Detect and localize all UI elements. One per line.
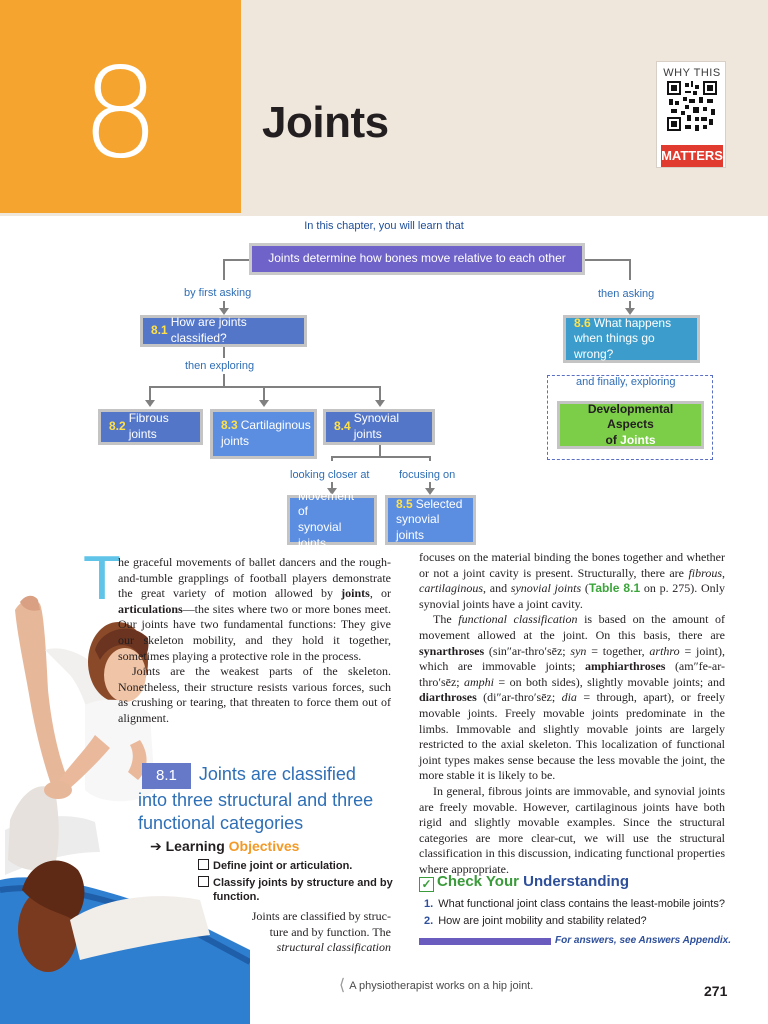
objective-text: Classify joints by structure and by xyxy=(213,877,393,889)
text-italic: arthro xyxy=(649,643,680,658)
connector-line xyxy=(223,259,225,280)
text-italic: cartilaginous xyxy=(419,581,484,596)
body-text-right xyxy=(419,550,725,877)
text-run: , and xyxy=(483,581,511,596)
node-8-2[interactable] xyxy=(98,409,203,445)
connector-label: then asking xyxy=(598,288,655,300)
photo-caption xyxy=(339,975,533,995)
text-italic: dia xyxy=(561,690,577,705)
text-italic: functional classification xyxy=(458,612,578,627)
connector-label: by first asking xyxy=(184,287,252,299)
text-run: (di″ar-thro′sēz; xyxy=(476,690,562,705)
node-label: Selected xyxy=(415,496,463,511)
arrow-down-icon xyxy=(145,400,155,407)
objective-text: Define joint or articulation. xyxy=(213,860,353,872)
node-number: 8.3 xyxy=(221,418,238,433)
question xyxy=(424,898,725,910)
section-heading xyxy=(138,763,394,836)
intro-text-left xyxy=(118,555,391,727)
connector-line xyxy=(223,374,225,386)
paragraph xyxy=(419,550,725,612)
text-bold: articulations xyxy=(118,601,183,616)
connector-line xyxy=(331,456,431,458)
learning-objective xyxy=(198,876,393,904)
checkbox-icon[interactable] xyxy=(198,876,209,887)
chevron-left-icon: ⟨ xyxy=(339,977,346,994)
section-title-line: into three structural and three xyxy=(138,789,374,810)
text-italic: amphi xyxy=(464,674,495,689)
text-italic: fibrous xyxy=(688,565,722,580)
node-label: Movement of xyxy=(298,488,355,519)
node-number: 8.6 xyxy=(574,315,591,330)
connector-line xyxy=(379,444,381,456)
chapter-title: Joints xyxy=(262,98,389,147)
connector-line xyxy=(331,456,333,461)
node-8-4[interactable] xyxy=(323,409,435,445)
chapter-number: 8 xyxy=(81,42,160,186)
arrow-down-icon xyxy=(425,488,435,495)
node-label-highlight: Joints xyxy=(620,432,656,447)
main-node-label: Joints determine how bones move relative to each other xyxy=(268,251,566,266)
node-label: of xyxy=(605,432,617,447)
node-8-1[interactable] xyxy=(140,315,307,347)
table-link[interactable]: Table 8.1 xyxy=(588,581,641,596)
text-italic: syn xyxy=(570,643,587,658)
text-bold: synarthroses xyxy=(419,643,485,658)
connector-label: focusing on xyxy=(399,469,456,481)
arrow-right-icon: ➔ xyxy=(150,838,162,854)
text-run: The xyxy=(433,612,459,627)
node-number: 8.4 xyxy=(334,419,351,434)
text-run: is based on the amount of movement allowed at the joint. On this basis, there are xyxy=(419,612,725,642)
text-run: ( xyxy=(581,581,589,596)
text-run: , xyxy=(722,565,725,580)
checkbox-icon[interactable] xyxy=(198,859,209,870)
node-label: How are joints classified? xyxy=(170,315,247,345)
check-understanding-heading xyxy=(419,873,629,892)
lo-label-2: Objectives xyxy=(228,838,300,854)
learning-objectives-label xyxy=(150,838,299,855)
node-label: Synovial joints xyxy=(353,411,400,441)
text-italic: structural classification xyxy=(276,940,391,955)
caption-text: A physiotherapist works on a hip joint. xyxy=(349,980,534,992)
text-run: = on both sides), slightly movable joints; and xyxy=(494,674,725,689)
qr-code-icon xyxy=(667,81,717,131)
arrow-down-icon xyxy=(259,400,269,407)
connector-line xyxy=(149,386,381,388)
node-label: synovial joints xyxy=(396,512,440,542)
node-number: 8.5 xyxy=(396,496,413,511)
text-run: = together, xyxy=(586,643,650,658)
connector-label: looking closer at xyxy=(290,469,370,481)
concept-map-intro: In this chapter, you will learn that xyxy=(304,220,464,232)
text-run: = through, apart), or freely movable joints. Freely movable joints predominate in the limbs. Immovable and slightly movable joints are largely restricted to the axial skeleton. This localization of functional joint types makes sense because the less movable the joint, the more stable it is likely to be. xyxy=(419,690,725,783)
text-bold: amphiarthroses xyxy=(584,659,666,674)
connector-label: and finally, exploring xyxy=(573,376,678,388)
concept-main-node xyxy=(249,243,585,275)
paragraph xyxy=(419,612,725,784)
connector-line xyxy=(263,386,265,401)
question-text: How are joint mobility and stability related? xyxy=(438,915,647,927)
node-label: when things go wrong? xyxy=(574,331,655,361)
arrow-down-icon xyxy=(375,400,385,407)
question-number: 2. xyxy=(424,915,434,927)
arrow-down-icon xyxy=(219,308,229,315)
text-run: = joint), which are immovable joints; xyxy=(419,643,725,674)
checkmark-icon: ✓ xyxy=(419,877,434,892)
page-number: 271 xyxy=(704,983,728,999)
answers-bar xyxy=(419,938,551,945)
paragraph: Joints are the weakest parts of the skeleton. Nonetheless, their structure resists various forces, such as crushing or tearing, that threaten to force them out of alignment. xyxy=(118,664,391,725)
connector-line xyxy=(379,386,381,401)
node-developmental-aspects[interactable] xyxy=(557,401,704,449)
node-8-5[interactable] xyxy=(385,495,476,545)
node-label: Fibrous joints xyxy=(128,411,169,441)
connector-line xyxy=(429,456,431,461)
connector-line xyxy=(223,259,250,261)
cyu-title-1: Check Your xyxy=(437,873,519,890)
text-run: —the sites where two or more bones meet. Our joints have two fundamental functions: They give our skeleton mobility, and they hold it together, sometimes playing a protective role in the process. xyxy=(118,601,391,663)
node-label: What happens xyxy=(593,315,672,330)
section-title-line: functional categories xyxy=(138,813,304,833)
text-bold: diarthroses xyxy=(419,690,477,705)
node-label: joints xyxy=(221,434,250,448)
node-label: synovial joints xyxy=(298,520,342,550)
lo-label-1: Learning xyxy=(165,838,225,854)
text-bold: joints xyxy=(341,586,370,601)
answers-note[interactable]: For answers, see Answers Appendix. xyxy=(555,935,731,946)
text-run: focuses on the material binding the bones together and whether or not a joint cavity is present. Structurally, there are xyxy=(419,550,725,580)
paragraph xyxy=(118,555,391,664)
section-number: 8.1 xyxy=(142,763,191,789)
text-italic: synovial joints xyxy=(510,581,582,596)
learning-objective xyxy=(198,859,352,873)
objective-text: function. xyxy=(213,891,260,903)
node-label: Developmental Aspects xyxy=(587,401,674,432)
why-this-matters-badge[interactable] xyxy=(656,61,726,168)
connector-line xyxy=(584,259,631,261)
cyu-title-2: Understanding xyxy=(523,873,629,890)
section-intro xyxy=(233,909,391,956)
text-run: (am″fe-ar-thro′sēz; xyxy=(419,659,725,689)
question-number: 1. xyxy=(424,898,434,910)
node-label: Cartilaginous xyxy=(240,418,311,433)
badge-top-text: WHY THIS xyxy=(663,67,721,79)
text-run: he graceful movements of ballet dancers and the rough-and-tumble grapplings of football players demonstrate the great variety of motion allowed by xyxy=(118,555,391,601)
text-run: (sin″ar-thro′sēz; xyxy=(484,643,571,658)
connector-line xyxy=(629,259,631,280)
node-movement[interactable] xyxy=(287,488,377,550)
text-run: ture and by function. The xyxy=(269,924,391,939)
connector-label: then exploring xyxy=(185,360,255,372)
node-8-6[interactable] xyxy=(563,315,700,363)
connector-line xyxy=(223,346,225,358)
section-title-line: Joints are classified xyxy=(198,764,356,784)
arrow-down-icon xyxy=(625,308,635,315)
connector-line xyxy=(149,386,151,401)
node-number: 8.2 xyxy=(109,419,126,434)
node-number: 8.1 xyxy=(151,323,168,338)
text-run: Joints are classified by struc- xyxy=(251,909,391,923)
node-8-3[interactable] xyxy=(210,409,317,459)
question-text: What functional joint class contains the least-mobile joints? xyxy=(438,898,725,910)
text-run: on p. 275). Only synovial joints have a joint cavity. xyxy=(419,581,726,611)
question xyxy=(424,915,647,927)
chapter-number-box xyxy=(0,0,241,213)
drop-cap: T xyxy=(83,544,121,613)
text-run: , or xyxy=(369,586,391,601)
badge-bottom-text: MATTERS xyxy=(661,145,723,167)
paragraph: In general, fibrous joints are immovable, and synovial joints are freely movable. However, cartilaginous joints have both rigid and slightly movable examples. Since the structural categories are more clear-cut, we will use the structural classification in this discussion, indicating functional properties where appropriate. xyxy=(419,783,725,876)
